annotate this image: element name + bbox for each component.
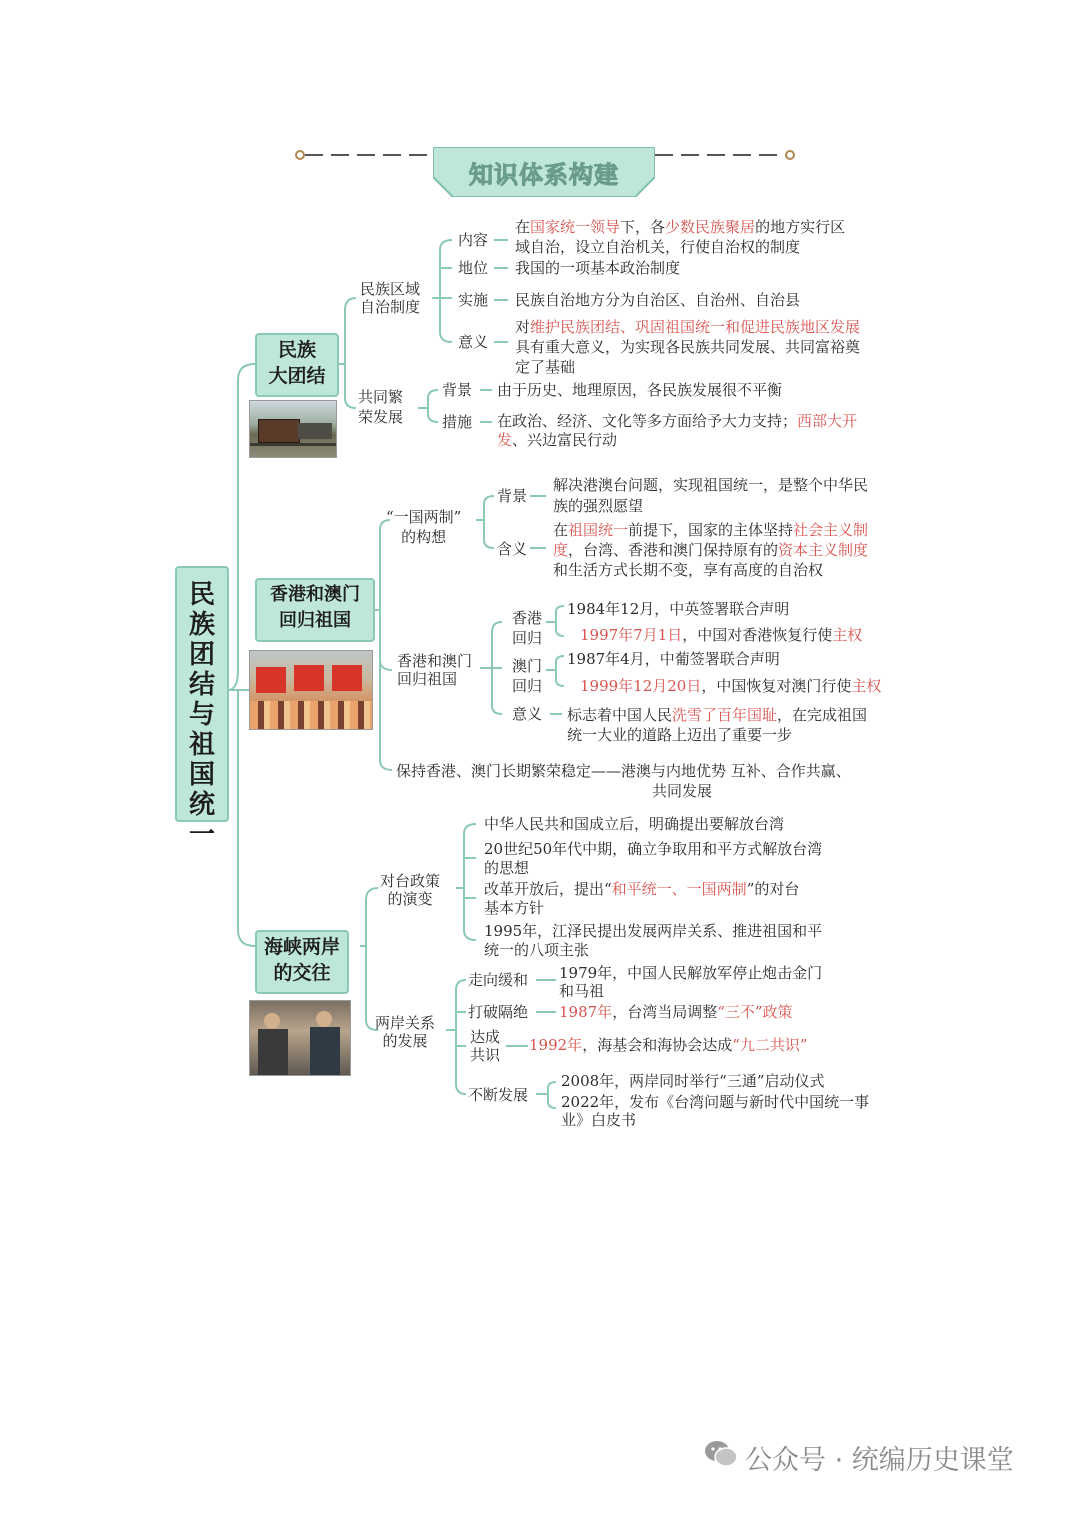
text-span: 族的强烈愿望 [553, 497, 644, 515]
text-line [580, 677, 881, 696]
text-span: 共同发展 [652, 782, 713, 800]
label-implementation: 实施 [458, 291, 489, 309]
highlight-text: 度 [553, 541, 569, 559]
text-span: 中华人民共和国成立后，明确提出要解放台湾 [484, 815, 785, 833]
text-span: ，台湾当局调整 [612, 1003, 718, 1021]
status-text: 我国的一项基本政治制度 [515, 259, 681, 277]
page-title: 知识体系构建 [469, 161, 619, 189]
label-policy: 对台政策 的演变 [380, 872, 441, 908]
text-span: 在 [553, 521, 569, 539]
text-span: 基本方针 [484, 899, 545, 917]
text-line [484, 880, 799, 899]
text-span: 对 [515, 318, 531, 336]
macau-event-1999 [580, 677, 881, 696]
text-span: 2022年，发布《台湾问题与新时代中国统一事 [561, 1093, 870, 1111]
text-line [515, 217, 845, 237]
hk-event-1984 [567, 600, 789, 619]
text-line [396, 781, 851, 801]
text-span: 的思想 [484, 859, 530, 877]
label-cp-measures: 措施 [442, 413, 473, 431]
text-span: 1984年12月，中英签署联合声明 [567, 600, 790, 618]
label-status: 地位 [458, 259, 489, 277]
text-line [553, 520, 868, 540]
text-line [567, 600, 789, 619]
text-span: 改革开放后，提出“ [484, 880, 612, 898]
text-span: 标志着中国人民 [567, 706, 673, 724]
text-line [561, 1111, 869, 1129]
highlight-text: 1987年 [559, 1003, 613, 1021]
highlight-text: 发 [497, 431, 513, 449]
policy-item-1 [484, 815, 784, 834]
text-span: 统一大业的道路上迈出了重要一步 [567, 726, 793, 744]
hk-macau-prosperity-text [396, 761, 851, 801]
text-line [567, 705, 867, 725]
text-line [484, 922, 822, 941]
content-text [515, 217, 845, 257]
text-line [553, 560, 868, 580]
highlight-text: 国家统一领导 [530, 218, 621, 236]
handshake-photo [249, 1000, 351, 1076]
label-regional-autonomy: 民族区域 自治制度 [360, 280, 421, 316]
label-one-country: “一国两制” 的构想 [386, 508, 462, 546]
branch-cross-strait [255, 930, 349, 994]
text-line [484, 815, 784, 834]
text-span: 具有重大意义，为实现各民族共同发展、共同富裕奠 [515, 338, 861, 356]
branch-cross-strait-line2: 的交往 [273, 962, 331, 984]
text-span: 定了基础 [515, 358, 576, 376]
label-relations: 两岸关系 的发展 [375, 1014, 436, 1050]
text-line [553, 540, 868, 560]
label-significance: 意义 [458, 333, 489, 351]
root-topic-label: 民族团结与祖国统一 [188, 580, 215, 850]
label-oc-background: 背景 [497, 487, 528, 505]
text-span: ，中国对香港恢复行使 [682, 626, 833, 644]
cp-background-text: 由于历史、地理原因，各民族发展很不平衡 [497, 381, 783, 399]
easing-text [559, 964, 822, 1000]
highlight-text: 1992年 [529, 1036, 583, 1054]
text-line [580, 626, 862, 645]
ongoing-2008 [561, 1072, 825, 1091]
highlight-text: 主权 [851, 677, 882, 695]
text-line [497, 412, 857, 431]
significance-text [515, 317, 860, 377]
text-span: ”的对台 [746, 880, 800, 898]
text-span: 2008年，两岸同时举行“三通”启动仪式 [561, 1072, 825, 1090]
text-line [515, 237, 845, 257]
text-span: 和生活方式长期不变，享有高度的自治权 [553, 561, 824, 579]
text-line [559, 964, 822, 982]
return-significance-text [567, 705, 867, 745]
text-span: 在政治、经济、文化等多方面给予大力支持； [497, 412, 798, 430]
consensus-text [529, 1036, 808, 1055]
root-topic [175, 566, 229, 850]
text-line [561, 1072, 825, 1091]
text-line [559, 1003, 793, 1022]
text-line [559, 982, 822, 1000]
text-span: ，在完成祖国 [777, 706, 868, 724]
label-consensus: 达成 共识 [470, 1028, 501, 1064]
label-common-prosperity: 共同繁 荣发展 [358, 388, 404, 426]
highlight-text: 西部大开 [797, 412, 858, 430]
header-banner [433, 147, 655, 197]
highlight-text: 维护民族团结、巩固祖国统一和促进民族地区发展 [530, 318, 861, 336]
text-line [484, 941, 822, 960]
text-line [484, 899, 799, 918]
text-span: 保持香港、澳门长期繁荣稳定——港澳与内地优势 互补、合作共赢、 [396, 762, 851, 780]
text-line [515, 337, 860, 357]
branch-ethnic-unity-line1: 民族 [277, 339, 316, 361]
highlight-text: 资本主义制度 [778, 541, 869, 559]
branch-hk-macau-line2: 回归祖国 [279, 610, 351, 631]
highlight-text: 社会主义制 [793, 521, 869, 539]
highlight-text: 和平统一、一国两制 [611, 880, 747, 898]
text-line [484, 840, 822, 859]
oc-background-text [553, 475, 868, 517]
label-breaking: 打破隔绝 [468, 1003, 529, 1021]
hk-event-1997 [580, 626, 862, 645]
text-line [553, 475, 868, 496]
text-span: ，台湾、香港和澳门保持原有的 [568, 541, 779, 559]
text-span: 域自治，设立自治机关，行使自治权的制度 [515, 238, 801, 256]
branch-ethnic-unity-line2: 大团结 [268, 365, 326, 387]
label-return: 香港和澳门 回归祖国 [397, 652, 473, 688]
highlight-text: 1997年7月1日 [580, 626, 683, 644]
text-line [396, 761, 851, 781]
text-span: 、兴边富民行动 [512, 431, 618, 449]
highlight-text: 洗雪了百年国耻 [672, 706, 778, 724]
implementation-text: 民族自治地方分为自治区、自治州、自治县 [515, 291, 801, 309]
policy-item-3 [484, 880, 799, 918]
text-line [567, 725, 867, 745]
highlight-text: 少数民族聚居 [665, 218, 756, 236]
highlight-text: 祖国统一 [568, 521, 629, 539]
text-line [529, 1036, 808, 1055]
text-span: 的地方实行区 [755, 218, 846, 236]
policy-item-4 [484, 922, 822, 960]
text-span: 1987年4月，中葡签署联合声明 [567, 650, 780, 668]
highlight-text: 1999年12月20日 [580, 677, 702, 695]
label-content: 内容 [458, 231, 489, 249]
label-macau-return: 澳门 回归 [512, 657, 543, 695]
text-line [497, 431, 857, 450]
text-span: 统一的八项主张 [484, 941, 590, 959]
oc-meaning-text [553, 520, 868, 580]
label-easing: 走向缓和 [468, 971, 529, 989]
text-line [515, 357, 860, 377]
text-line [567, 650, 780, 669]
text-span: 在 [515, 218, 531, 236]
text-line [484, 859, 822, 878]
policy-item-2 [484, 840, 822, 878]
celebration-photo [249, 650, 373, 730]
text-span: ，中国恢复对澳门行使 [701, 677, 852, 695]
text-line [561, 1093, 869, 1111]
text-span: 业》白皮书 [561, 1111, 637, 1129]
ongoing-2022 [561, 1093, 869, 1129]
text-span: 和马祖 [559, 982, 605, 1000]
label-oc-meaning: 含义 [497, 540, 528, 558]
macau-event-1987 [567, 650, 780, 669]
branch-hk-macau [255, 578, 375, 642]
wechat-icon [704, 1439, 738, 1469]
label-hk-return: 香港 回归 [512, 609, 543, 647]
branch-cross-strait-line1: 海峡两岸 [263, 936, 340, 958]
train-photo [249, 400, 337, 458]
text-line [553, 496, 868, 517]
text-span: 1979年，中国人民解放军停止炮击金门 [559, 964, 823, 982]
cp-measures-text [497, 412, 857, 450]
watermark-text: 公众号 · 统编历史课堂 [745, 1445, 1014, 1476]
text-span: 下，各 [620, 218, 666, 236]
label-return-significance: 意义 [512, 705, 543, 723]
text-span: 解决港澳台问题，实现祖国统一，是整个中华民 [553, 476, 869, 494]
highlight-text: “三不”政策 [717, 1003, 793, 1021]
text-span: 前提下，国家的主体坚持 [628, 521, 794, 539]
highlight-text: 主权 [832, 626, 863, 644]
branch-ethnic-unity [255, 333, 339, 397]
label-cp-background: 背景 [442, 381, 473, 399]
highlight-text: “九二共识” [732, 1036, 808, 1054]
text-span: 20世纪50年代中期，确立争取用和平方式解放台湾 [484, 840, 823, 858]
branch-hk-macau-line1: 香港和澳门 [270, 584, 360, 605]
text-span: 1995年，江泽民提出发展两岸关系、推进祖国和平 [484, 922, 823, 940]
text-span: ，海基会和海协会达成 [582, 1036, 733, 1054]
breaking-text [559, 1003, 793, 1022]
label-ongoing: 不断发展 [468, 1086, 529, 1104]
text-line [515, 317, 860, 337]
